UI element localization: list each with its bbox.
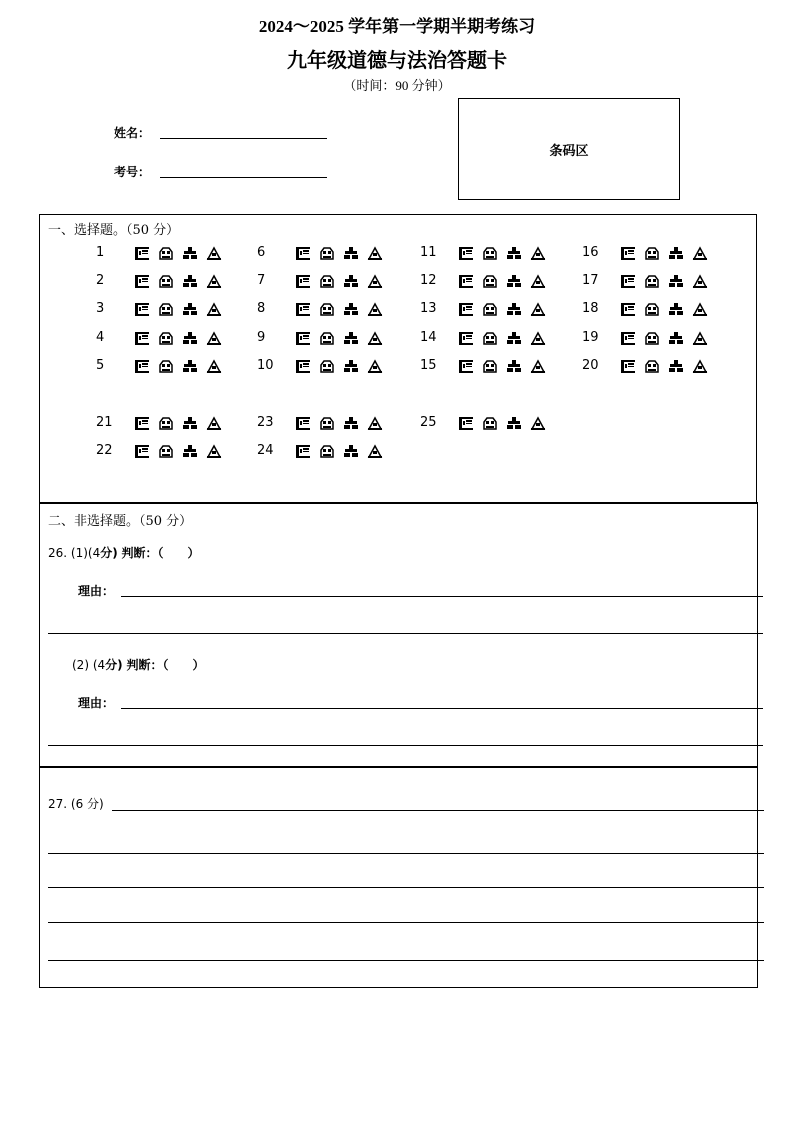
choice-question (582, 245, 708, 260)
answer-options (134, 444, 222, 458)
choice-question (582, 273, 708, 288)
answer-options (458, 331, 546, 345)
id-field[interactable] (160, 177, 327, 178)
bubble-glyph-icon[interactable] (620, 359, 636, 373)
choice-question (96, 245, 222, 260)
bubble-glyph-icon[interactable] (367, 246, 383, 260)
question-number: 25 (420, 415, 437, 430)
bubble-glyph-icon[interactable] (343, 444, 359, 458)
q26-part2-number: (2) (4 (72, 658, 106, 672)
q26-part2-judge: 判断：（ ） (126, 658, 205, 672)
bubble-glyph-icon[interactable] (620, 302, 636, 316)
exam-title: 2024～2025 学年第一学期半期考练习 (258, 17, 536, 36)
bubble-glyph-icon[interactable] (295, 274, 311, 288)
bubble-glyph-icon[interactable] (158, 416, 174, 430)
bubble-glyph-icon[interactable] (482, 274, 498, 288)
q26-section (39, 502, 758, 768)
bubble-glyph-icon[interactable] (367, 444, 383, 458)
choice-question (420, 273, 546, 288)
bubble-glyph-icon[interactable] (343, 246, 359, 260)
bubble-glyph-icon[interactable] (644, 359, 660, 373)
choice-question (420, 330, 546, 345)
bubble-glyph-icon[interactable] (458, 416, 474, 430)
question-number: 11 (420, 245, 437, 260)
bubble-glyph-icon[interactable] (134, 274, 150, 288)
bubble-glyph-icon[interactable] (206, 274, 222, 288)
bubble-glyph-icon[interactable] (182, 359, 198, 373)
answer-options (134, 359, 222, 373)
q26-part1-score: 分) (100, 546, 118, 560)
bubble-glyph-icon[interactable] (644, 274, 660, 288)
bubble-glyph-icon[interactable] (158, 331, 174, 345)
q26-part1-header (48, 544, 200, 561)
bubble-glyph-icon[interactable] (343, 331, 359, 345)
q27-answer-line-2[interactable] (48, 853, 764, 854)
bubble-glyph-icon[interactable] (668, 331, 684, 345)
q26-part2-header (72, 656, 204, 673)
answer-options (620, 246, 708, 260)
choice-question (96, 415, 222, 430)
bubble-glyph-icon[interactable] (506, 246, 522, 260)
q26-part2-reason-line-1[interactable] (121, 708, 763, 709)
answer-options (134, 331, 222, 345)
name-field[interactable] (160, 138, 327, 139)
bubble-glyph-icon[interactable] (692, 302, 708, 316)
bubble-glyph-icon[interactable] (206, 246, 222, 260)
bubble-glyph-icon[interactable] (692, 274, 708, 288)
bubble-glyph-icon[interactable] (692, 246, 708, 260)
bubble-glyph-icon[interactable] (506, 302, 522, 316)
bubble-glyph-icon[interactable] (134, 246, 150, 260)
bubble-glyph-icon[interactable] (295, 359, 311, 373)
q26-part1-reason-line-2[interactable] (48, 633, 763, 634)
answer-options (458, 246, 546, 260)
bubble-glyph-icon[interactable] (620, 274, 636, 288)
bubble-glyph-icon[interactable] (206, 331, 222, 345)
bubble-glyph-icon[interactable] (692, 331, 708, 345)
choice-question (582, 358, 708, 373)
question-number: 24 (257, 443, 274, 458)
bubble-glyph-icon[interactable] (319, 274, 335, 288)
bubble-glyph-icon[interactable] (644, 331, 660, 345)
bubble-glyph-icon[interactable] (668, 302, 684, 316)
name-label: 姓名： (114, 126, 151, 140)
q27-answer-line-1[interactable] (112, 810, 764, 811)
answer-options (458, 359, 546, 373)
bubble-glyph-icon[interactable] (644, 302, 660, 316)
bubble-glyph-icon[interactable] (367, 331, 383, 345)
question-number: 21 (96, 415, 113, 430)
q26-part2-reason-label: 理由： (78, 696, 115, 710)
section2-title: 二、非选择题。（50 分） (48, 514, 193, 529)
answer-options (134, 416, 222, 430)
bubble-glyph-icon[interactable] (530, 246, 546, 260)
bubble-glyph-icon[interactable] (319, 246, 335, 260)
question-number: 13 (420, 301, 437, 316)
bubble-glyph-icon[interactable] (506, 331, 522, 345)
section1-title: 一、选择题。（50 分） (48, 223, 180, 238)
barcode-label: 条码区 (549, 143, 589, 159)
bubble-glyph-icon[interactable] (182, 416, 198, 430)
choice-question (257, 245, 383, 260)
bubble-glyph-icon[interactable] (668, 274, 684, 288)
answer-options (620, 274, 708, 288)
bubble-glyph-icon[interactable] (319, 416, 335, 430)
question-number: 2 (96, 273, 105, 288)
bubble-glyph-icon[interactable] (482, 331, 498, 345)
bubble-glyph-icon[interactable] (530, 331, 546, 345)
bubble-glyph-icon[interactable] (182, 331, 198, 345)
choice-question (420, 415, 546, 430)
bubble-glyph-icon[interactable] (620, 246, 636, 260)
bubble-glyph-icon[interactable] (482, 359, 498, 373)
q27-label: 27. (6 分) (48, 797, 104, 811)
bubble-glyph-icon[interactable] (182, 444, 198, 458)
bubble-glyph-icon[interactable] (158, 246, 174, 260)
choice-question (257, 415, 383, 430)
answer-options (134, 302, 222, 316)
bubble-glyph-icon[interactable] (530, 359, 546, 373)
answer-options (295, 302, 383, 316)
q27-section (39, 766, 758, 988)
choice-question (582, 330, 708, 345)
bubble-glyph-icon[interactable] (319, 359, 335, 373)
choice-question (420, 358, 546, 373)
choice-question (257, 443, 383, 458)
question-number: 18 (582, 301, 599, 316)
bubble-glyph-icon[interactable] (134, 302, 150, 316)
question-number: 9 (257, 330, 266, 345)
choice-question (96, 273, 222, 288)
q27-answer-line-3[interactable] (48, 887, 764, 888)
bubble-glyph-icon[interactable] (506, 359, 522, 373)
bubble-glyph-icon[interactable] (158, 274, 174, 288)
bubble-glyph-icon[interactable] (134, 331, 150, 345)
q26-part2-reason-line-2[interactable] (48, 745, 763, 746)
bubble-glyph-icon[interactable] (506, 416, 522, 430)
bubble-glyph-icon[interactable] (206, 444, 222, 458)
bubble-glyph-icon[interactable] (134, 416, 150, 430)
answer-options (458, 302, 546, 316)
bubble-glyph-icon[interactable] (367, 274, 383, 288)
bubble-glyph-icon[interactable] (158, 444, 174, 458)
question-number: 8 (257, 301, 266, 316)
bubble-glyph-icon[interactable] (295, 302, 311, 316)
bubble-glyph-icon[interactable] (343, 274, 359, 288)
choice-question (96, 358, 222, 373)
question-number: 16 (582, 245, 599, 260)
exam-duration: （时间：90 分钟） (343, 78, 451, 93)
bubble-glyph-icon[interactable] (158, 359, 174, 373)
bubble-glyph-icon[interactable] (158, 302, 174, 316)
question-number: 23 (257, 415, 274, 430)
bubble-glyph-icon[interactable] (206, 302, 222, 316)
bubble-glyph-icon[interactable] (506, 274, 522, 288)
choice-question (257, 301, 383, 316)
choice-question (582, 301, 708, 316)
bubble-glyph-icon[interactable] (295, 246, 311, 260)
bubble-glyph-icon[interactable] (458, 246, 474, 260)
bubble-glyph-icon[interactable] (482, 246, 498, 260)
choice-question (96, 301, 222, 316)
bubble-glyph-icon[interactable] (458, 359, 474, 373)
bubble-glyph-icon[interactable] (620, 331, 636, 345)
answer-options (620, 359, 708, 373)
answer-options (295, 444, 383, 458)
bubble-glyph-icon[interactable] (295, 416, 311, 430)
answer-options (295, 274, 383, 288)
answer-options (295, 331, 383, 345)
q26-part1-judge: 判断：（ ） (121, 546, 200, 560)
bubble-glyph-icon[interactable] (482, 302, 498, 316)
bubble-glyph-icon[interactable] (295, 331, 311, 345)
q26-part2-score: 分) (105, 658, 123, 672)
bubble-glyph-icon[interactable] (206, 359, 222, 373)
bubble-glyph-icon[interactable] (482, 416, 498, 430)
bubble-glyph-icon[interactable] (530, 302, 546, 316)
answer-options (620, 331, 708, 345)
answer-sheet-title: 九年级道德与法治答题卡 (287, 50, 507, 72)
bubble-glyph-icon[interactable] (206, 416, 222, 430)
choice-question (257, 358, 383, 373)
bubble-glyph-icon[interactable] (182, 246, 198, 260)
bubble-glyph-icon[interactable] (182, 274, 198, 288)
choice-question (420, 245, 546, 260)
bubble-glyph-icon[interactable] (319, 331, 335, 345)
bubble-glyph-icon[interactable] (134, 359, 150, 373)
answer-options (134, 246, 222, 260)
choice-question (96, 443, 222, 458)
bubble-glyph-icon[interactable] (668, 359, 684, 373)
bubble-glyph-icon[interactable] (367, 302, 383, 316)
bubble-glyph-icon[interactable] (319, 302, 335, 316)
q27-answer-line-4[interactable] (48, 922, 764, 923)
barcode-area (458, 98, 680, 200)
choice-question (257, 273, 383, 288)
q27-answer-line-5[interactable] (48, 960, 764, 961)
q26-part1-number: 26. (1)(4 (48, 546, 101, 560)
answer-options (134, 274, 222, 288)
question-number: 4 (96, 330, 105, 345)
bubble-glyph-icon[interactable] (692, 359, 708, 373)
bubble-glyph-icon[interactable] (134, 444, 150, 458)
bubble-glyph-icon[interactable] (458, 274, 474, 288)
q26-part1-reason-label: 理由： (78, 584, 115, 598)
question-number: 20 (582, 358, 599, 373)
bubble-glyph-icon[interactable] (458, 302, 474, 316)
bubble-glyph-icon[interactable] (668, 246, 684, 260)
choice-question (96, 330, 222, 345)
answer-options (295, 359, 383, 373)
bubble-glyph-icon[interactable] (182, 302, 198, 316)
question-number: 12 (420, 273, 437, 288)
q26-part1-reason-line-1[interactable] (121, 596, 763, 597)
question-number: 1 (96, 245, 105, 260)
question-number: 14 (420, 330, 437, 345)
choice-question (420, 301, 546, 316)
bubble-glyph-icon[interactable] (343, 359, 359, 373)
question-number: 19 (582, 330, 599, 345)
question-number: 10 (257, 358, 274, 373)
choice-question (257, 330, 383, 345)
bubble-glyph-icon[interactable] (530, 416, 546, 430)
question-number: 5 (96, 358, 105, 373)
answer-options (620, 302, 708, 316)
question-number: 17 (582, 273, 599, 288)
bubble-glyph-icon[interactable] (343, 416, 359, 430)
bubble-glyph-icon[interactable] (295, 444, 311, 458)
question-number: 22 (96, 443, 113, 458)
answer-options (458, 416, 546, 430)
question-number: 3 (96, 301, 105, 316)
bubble-glyph-icon[interactable] (458, 331, 474, 345)
bubble-glyph-icon[interactable] (343, 302, 359, 316)
question-number: 6 (257, 245, 266, 260)
answer-options (295, 416, 383, 430)
answer-options (295, 246, 383, 260)
bubble-glyph-icon[interactable] (530, 274, 546, 288)
question-number: 15 (420, 358, 437, 373)
question-number: 7 (257, 273, 266, 288)
bubble-glyph-icon[interactable] (367, 416, 383, 430)
bubble-glyph-icon[interactable] (319, 444, 335, 458)
answer-options (458, 274, 546, 288)
bubble-glyph-icon[interactable] (644, 246, 660, 260)
id-label: 考号： (114, 165, 151, 179)
bubble-glyph-icon[interactable] (367, 359, 383, 373)
